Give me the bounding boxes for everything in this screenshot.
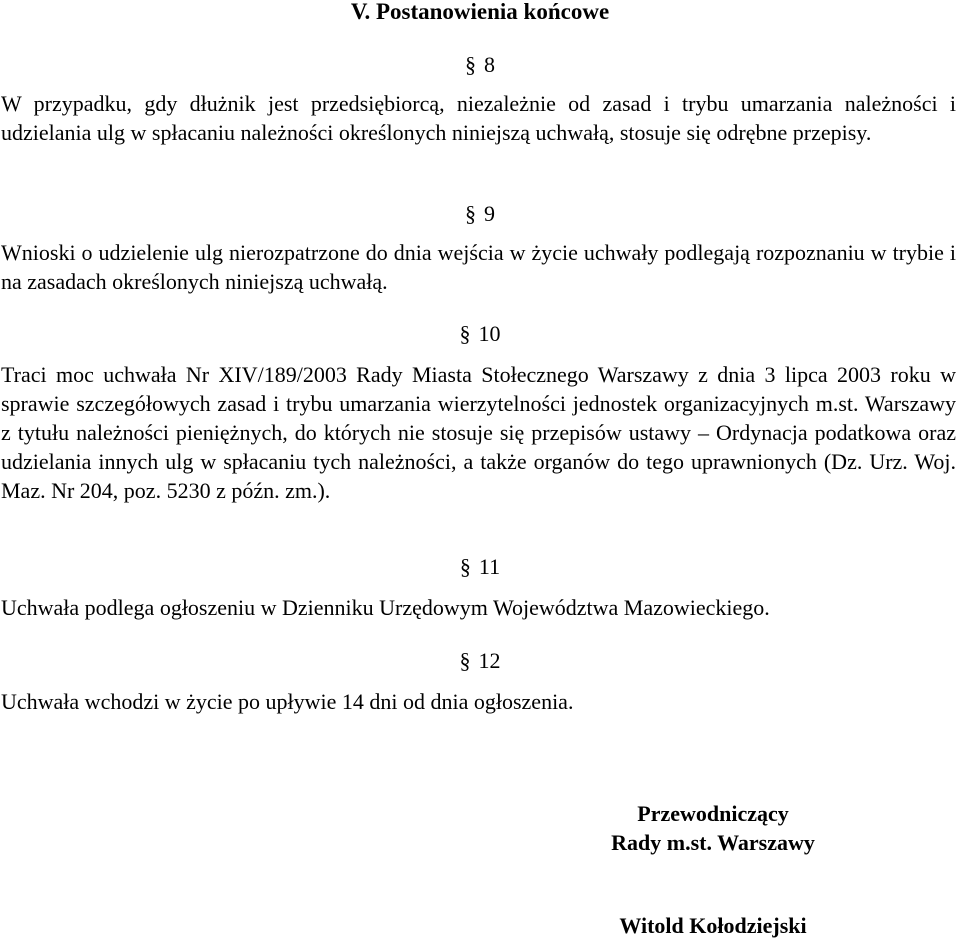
section-symbol: § bbox=[459, 648, 471, 673]
section-symbol: § bbox=[465, 201, 476, 226]
section-number: 11 bbox=[478, 554, 501, 579]
section-heading-10 bbox=[0, 320, 960, 348]
section-text-11: Uchwała podlega ogłoszeniu w Dzienniku Urzędowym Województwa Mazowieckiego. bbox=[1, 595, 770, 620]
signature-role-line2: Rady m.st. Warszawy bbox=[611, 830, 815, 855]
signature-role-line1: Przewodniczący bbox=[637, 801, 789, 826]
section-symbol: § bbox=[459, 554, 471, 579]
chapter-title: V. Postanowienia końcowe bbox=[350, 0, 610, 24]
section-text-10: Traci moc uchwała Nr XIV/189/2003 Rady Miasta Stołecznego Warszawy z dnia 3 lipca 2003 roku w sprawie szczegółowych zasad i trybu umarzania wierzytelności jednostek organizacyjnych m.st. Warszawy z tytułu należności pieniężnych, do których nie stosuje się przepisów ustawy – Ordynacja podatkowa oraz udzielania innych ulg w spłacaniu tych należności, a także organów do tego uprawnionych (Dz. Urz. Woj. Maz. Nr 204, poz. 5230 z późn. zm.). bbox=[1, 362, 956, 503]
section-heading-8 bbox=[0, 51, 960, 79]
section-heading-11 bbox=[0, 553, 960, 581]
section-text-9: Wnioski o udzielenie ulg nierozpatrzone do dnia wejścia w życie uchwały podlegają rozpoznaniu w trybie i na zasadach określonych niniejszą uchwałą. bbox=[1, 240, 956, 294]
section-heading-9 bbox=[0, 200, 960, 228]
section-number: 10 bbox=[478, 321, 501, 346]
section-heading-12 bbox=[0, 647, 960, 675]
section-text-12: Uchwała wchodzi w życie po upływie 14 dni od dnia ogłoszenia. bbox=[1, 689, 574, 714]
section-text-8: W przypadku, gdy dłużnik jest przedsiębiorcą, niezależnie od zasad i trybu umarzania należności i udzielania ulg w spłacaniu należności określonych niniejszą uchwałą, stosuje się odrębne przepisy. bbox=[1, 91, 956, 145]
section-number: 12 bbox=[478, 648, 501, 673]
section-number: 8 bbox=[484, 52, 495, 77]
section-number: 9 bbox=[484, 201, 495, 226]
signature-name: Witold Kołodziejski bbox=[619, 913, 807, 938]
section-symbol: § bbox=[459, 321, 471, 346]
section-symbol: § bbox=[465, 52, 476, 77]
